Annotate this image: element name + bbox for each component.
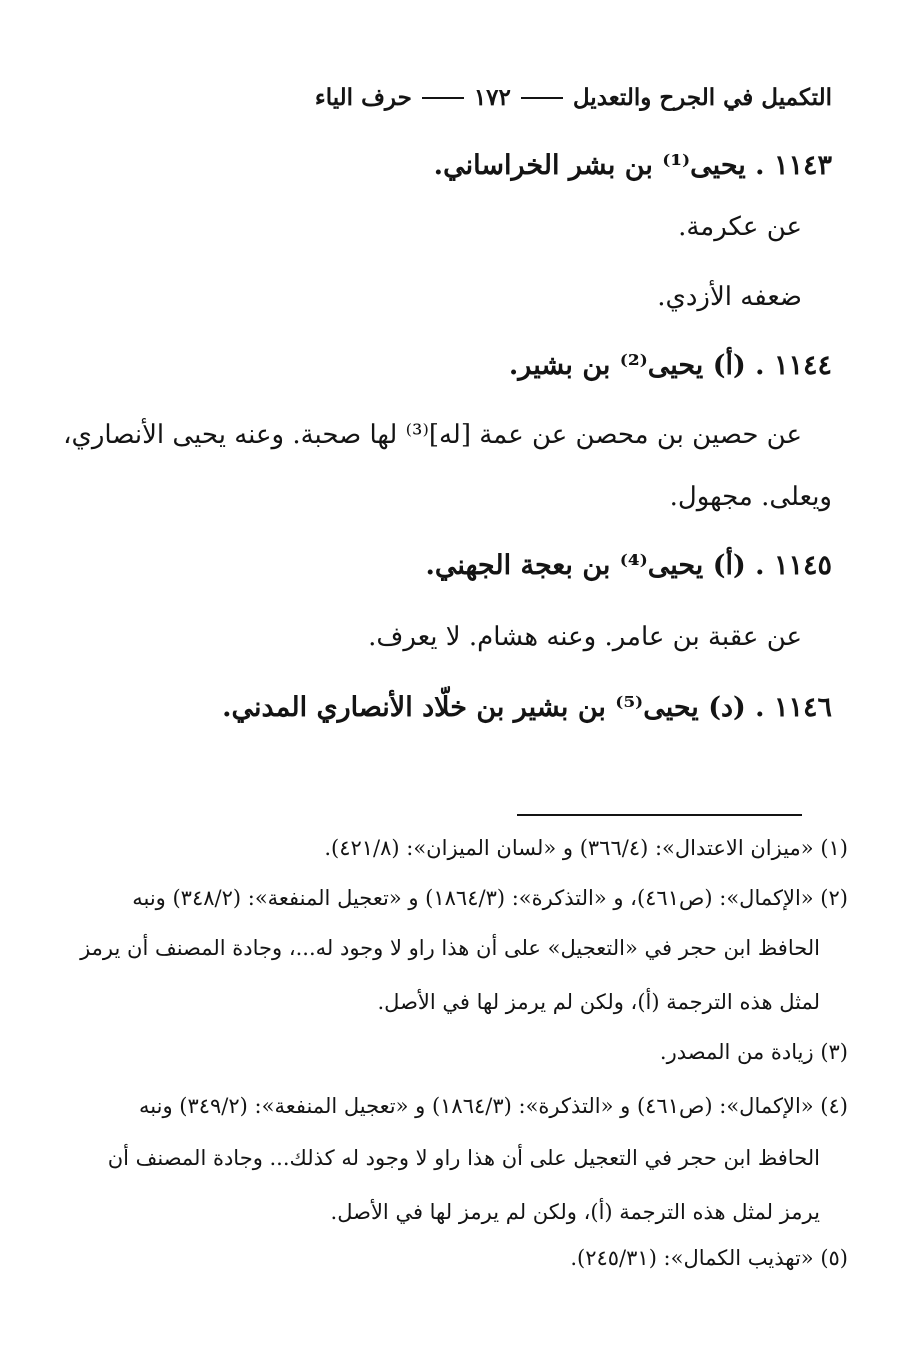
- footnote-4-cont: الحافظ ابن حجر في التعجيل على أن هذا راو لا وجود له كذلك... وجادة المصنف أن: [107, 1146, 820, 1170]
- header-dash: [422, 97, 464, 99]
- entry-heading-1143: ١١٤٣ . يحيى⁽¹⁾ بن بشر الخراساني.: [433, 150, 832, 181]
- entry-heading-1145: ١١٤٥ . (أ) يحيى⁽⁴⁾ بن بعجة الجهني.: [425, 550, 832, 581]
- entry-text-line: عن حصين بن محصن عن عمة [له]⁽³⁾ لها صحبة. وعنه يحيى الأنصاري،: [63, 420, 802, 450]
- footnote-5: (٥) «تهذيب الكمال»: (٢٤٥/٣١).: [570, 1246, 848, 1270]
- entry-text-line: ضعفه الأزدي.: [657, 282, 802, 312]
- page-number: ١٧٢: [473, 84, 511, 111]
- header-section: حرف الياء: [314, 84, 412, 111]
- footnote-4-cont: يرمز لمثل هذه الترجمة (أ)، ولكن لم يرمز لها في الأصل.: [330, 1200, 820, 1224]
- entry-heading-1146: ١١٤٦ . (د) يحيى⁽⁵⁾ بن بشير بن خلّاد الأنصاري المدني.: [222, 692, 832, 723]
- header-title: التكميل في الجرح والتعديل: [572, 84, 832, 111]
- footnote-4: (٤) «الإكمال»: (ص٤٦١) و «التذكرة»: (١٨٦٤/٣) و «تعجيل المنفعة»: (٣٤٩/٢) ونبه: [139, 1094, 848, 1118]
- header-dash: [521, 97, 563, 99]
- footnote-2-cont: الحافظ ابن حجر في «التعجيل» على أن هذا راو لا وجود له...، وجادة المصنف أن يرمز: [80, 936, 820, 960]
- entry-text-line: عن عكرمة.: [678, 212, 802, 242]
- footnote-2-cont: لمثل هذه الترجمة (أ)، ولكن لم يرمز لها في الأصل.: [377, 990, 820, 1014]
- footnote-2: (٢) «الإكمال»: (ص٤٦١)، و «التذكرة»: (١٨٦٤/٣) و «تعجيل المنفعة»: (٣٤٨/٢) ونبه: [132, 886, 848, 910]
- footnote-3: (٣) زيادة من المصدر.: [659, 1040, 848, 1064]
- entry-heading-1144: ١١٤٤ . (أ) يحيى⁽²⁾ بن بشير.: [508, 350, 832, 381]
- footnote-separator: [517, 814, 802, 816]
- entry-text-line: ويعلى. مجهول.: [669, 482, 832, 512]
- running-header: [152, 84, 832, 111]
- entry-text-line: عن عقبة بن عامر. وعنه هشام. لا يعرف.: [368, 622, 802, 652]
- footnote-1: (١) «ميزان الاعتدال»: (٣٦٦/٤) و «لسان الميزان»: (٤٢١/٨).: [324, 836, 848, 860]
